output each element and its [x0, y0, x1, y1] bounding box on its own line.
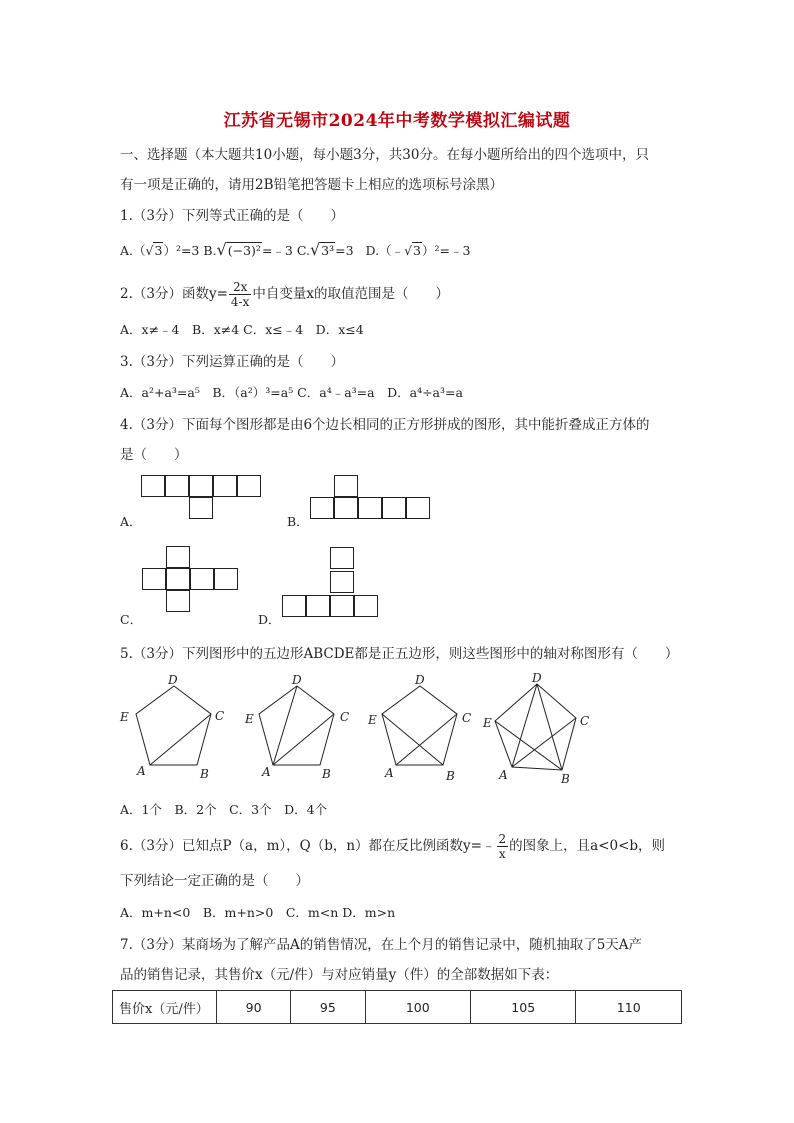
section-heading-line-1: 一、选择题（本大题共10小题，每小题3分，共30分。在每小题所给出的四个选项中，只	[120, 147, 649, 163]
label-b: B	[322, 767, 331, 781]
label-e: E	[120, 710, 129, 724]
pentagon-2-diagonal-2	[273, 714, 334, 765]
q7-stem-line-2: 品的销售记录，其售价x（元/件）与对应销量y（件）的全部数据如下表：	[120, 967, 559, 983]
pentagon-3-diagonal-2	[382, 714, 443, 765]
q2-fraction: $\frac{2x}{4-x}$	[230, 280, 250, 309]
q4-label-d: D．	[258, 612, 281, 627]
q4-label-b: B．	[287, 514, 309, 529]
pentagon-4-diagonal-1	[512, 684, 537, 767]
q6-stem: 6.（3分）已知点P（a，m），Q（b，n）都在反比例函数y=﹣ $\frac{2}{x}$ 的图象上，且a<0<b，则	[120, 832, 666, 861]
label-e: E	[483, 716, 492, 730]
table-cell: 95	[291, 991, 365, 1024]
table-cell: 110	[576, 991, 682, 1024]
q6-stem-line-2: 下列结论一定正确的是（ ）	[120, 873, 309, 889]
label-d: D	[292, 673, 302, 687]
q2-stem: 2.（3分）函数y= $\frac{2x}{4-x}$ 中自变量x的取值范围是（ ）	[120, 280, 450, 309]
q1-option-b: B.√(−3)²=﹣3	[203, 240, 293, 259]
label-a: A	[499, 768, 508, 782]
label-a: A	[385, 766, 394, 780]
q2-options: A．x≠﹣4 B．x≠4 C．x≤﹣4 D．x≤4	[120, 322, 364, 337]
q1-option-a: A.（√3）²=3	[120, 243, 200, 258]
price-table	[112, 990, 682, 1024]
table-cell: 100	[365, 991, 470, 1024]
q4-stem-line-1: 4.（3分）下面每个图形都是由6个边长相同的正方形拼成的图形，其中能折叠成正方体的	[120, 417, 650, 433]
q4-stem-line-2: 是（ ）	[120, 447, 188, 463]
label-d: D	[168, 673, 178, 687]
table-row	[113, 991, 682, 1024]
table-cell: 90	[217, 991, 291, 1024]
label-a: A	[262, 765, 271, 779]
q1-options	[120, 240, 470, 261]
pentagon-3	[382, 686, 457, 765]
q4-label-a: A．	[120, 514, 142, 529]
pentagon-4-diagonal-2	[537, 684, 562, 770]
q4-label-c: C．	[120, 612, 143, 627]
pentagon-2	[259, 686, 334, 765]
q3-options: A．a²+a³=a⁵ B．（a²）³=a⁵ C．a⁴﹣a³=a D．a⁴÷a³=a	[120, 385, 463, 400]
label-b: B	[561, 772, 570, 786]
pentagon-4-diagonal-3	[512, 718, 576, 767]
label-d: D	[532, 671, 542, 685]
pentagon-1	[136, 686, 211, 765]
pentagon-figures	[110, 670, 690, 790]
label-d: D	[415, 673, 425, 687]
label-a: A	[137, 764, 146, 778]
page-title: 江苏省无锡市2024年中考数学模拟汇编试题	[223, 111, 571, 131]
label-b: B	[200, 767, 209, 781]
table-header-cell: 售价x（元/件）	[113, 991, 217, 1024]
pentagon-3-diagonal-1	[396, 714, 457, 765]
label-c: C	[340, 710, 350, 724]
q3-stem: 3.（3分）下列运算正确的是（ ）	[120, 354, 344, 370]
q7-stem-line-1: 7.（3分）某商场为了解产品A的销售情况，在上个月的销售记录中，随机抽取了5天A产	[120, 937, 643, 953]
label-e: E	[368, 713, 377, 727]
q1-option-d: D.（﹣√3）²=﹣3	[365, 243, 471, 258]
q5-options: A．1个 B．2个 C．3个 D．4个	[120, 802, 328, 817]
q1-stem: 1.（3分）下列等式正确的是（ ）	[120, 208, 344, 224]
table-cell: 105	[470, 991, 575, 1024]
label-c: C	[580, 714, 590, 728]
pentagon-2-diagonal-1	[273, 686, 297, 765]
q1-option-c: C.√3³=3	[296, 240, 354, 259]
label-b: B	[446, 769, 455, 783]
pentagon-4-diagonal-4	[495, 721, 562, 770]
label-c: C	[215, 709, 225, 723]
q6-fraction: $\frac{2}{x}$	[498, 832, 507, 861]
label-c: C	[462, 711, 472, 725]
label-e: E	[245, 712, 254, 726]
q5-stem: 5.（3分）下列图形中的五边形ABCDE都是正五边形，则这些图形中的轴对称图形有（ ）	[120, 646, 679, 662]
section-heading-line-2: 有一项是正确的，请用2B铅笔把答题卡上相应的选项标号涂黑）	[120, 177, 504, 193]
q6-options: A．m+n<0 B．m+n>0 C．m<n D．m>n	[120, 905, 396, 920]
pentagon-1-diagonal	[150, 714, 211, 765]
